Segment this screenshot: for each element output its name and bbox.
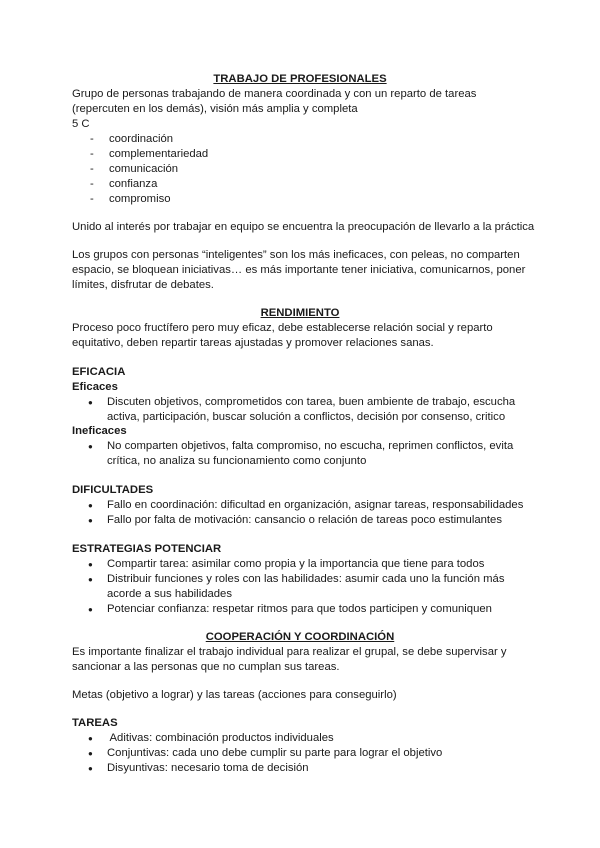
heading-estrategias: ESTRATEGIAS POTENCIAR [72,543,222,555]
list-item: - complementariedad [72,147,532,162]
eficaces-list [72,395,522,425]
list-item: ● Disyuntivas: necesario toma de decisión [72,761,532,776]
tareas-list [72,731,532,776]
heading-tareas: TAREAS [72,717,118,729]
title-cooperacion: COOPERACIÓN Y COORDINACIÓN [205,631,395,643]
paragraph-unido: Unido al interés por trabajar en equipo se encuentra la preocupación de llevarlo a la práctica [72,221,535,233]
list-item: ● Compartir tarea: asimilar como propia y la importancia que tiene para todos [72,557,517,572]
heading-dificultades: DIFICULTADES [72,484,154,496]
list-item: ● Potenciar confianza: respetar ritmos para que todos participen y comuniquen [72,602,517,617]
dificultades-list [72,498,542,528]
list-item: ● Distribuir funciones y roles con las habilidades: asumir cada uno la función más acorde a sus habilidades [72,572,517,602]
list-item: - coordinación [72,132,532,147]
list-item: ● Conjuntivas: cada uno debe cumplir su parte para lograr el objetivo [72,746,532,761]
list-item: - confianza [72,177,532,192]
heading-eficacia: EFICACIA [72,366,126,378]
five-c-label: 5 C [72,118,90,130]
estrategias-list [72,557,517,617]
intro-paragraph: Grupo de personas trabajando de manera coordinada y con un reparto de tareas (repercuten en los demás), visión más amplia y completa [72,88,477,115]
list-item: - comunicación [72,162,532,177]
title-trabajo-profesionales: TRABAJO DE PROFESIONALES [213,73,387,85]
subheading-ineficaces: Ineficaces [72,425,127,437]
list-item: ● No comparten objetivos, falta compromiso, no escucha, reprimen conflictos, evita crítica, no analiza su funcionamiento como conjunto [72,439,522,469]
list-item: - compromiso [72,192,532,207]
paragraph-metas: Metas (objetivo a lograr) y las tareas (acciones para conseguirlo) [72,689,397,701]
paragraph-cooperacion: Es importante finalizar el trabajo individual para realizar el grupal, se debe supervisar y sancionar a las personas que no cumplan sus tareas. [72,646,507,673]
ineficaces-list [72,439,522,469]
five-c-list [72,132,532,207]
list-item: ● Discuten objetivos, comprometidos con tarea, buen ambiente de trabajo, escucha activa, participación, buscar solución a conflictos, decisión por consenso, critico [72,395,522,425]
paragraph-grupos: Los grupos con personas “inteligentes” son los más ineficaces, con peleas, no comparten espacio, se bloquean iniciativas… es más importante tener iniciativa, comunicarnos, poner límites, disfrutar de debates. [72,249,526,291]
title-rendimiento: RENDIMIENTO [260,307,340,319]
list-item: ● Fallo en coordinación: dificultad en organización, asignar tareas, responsabilidades [72,498,542,513]
list-item: ● Fallo por falta de motivación: cansancio o relación de tareas poco estimulantes [72,513,542,528]
subheading-eficaces: Eficaces [72,381,118,393]
paragraph-rendimiento: Proceso poco fructífero pero muy eficaz, debe establecerse relación social y reparto equitativo, deben repartir tareas ajustadas y promover relaciones sanas. [72,322,493,349]
list-item: ● Aditivas: combinación productos individuales [72,731,532,746]
